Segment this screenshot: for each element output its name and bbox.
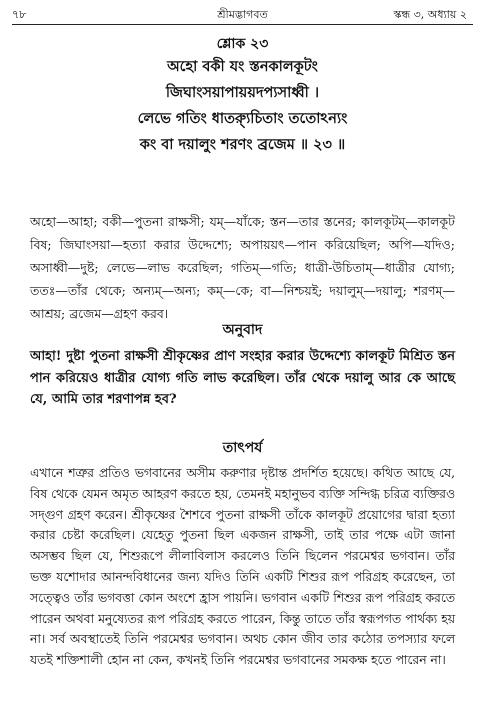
book-title: শ্রীমদ্ভাগবত [217, 8, 268, 21]
translation-text: আহা! দুষ্টা পুতনা রাক্ষসী শ্রীকৃষ্ণের প্রাণ সংহার করার উদ্দেশ্যে কালকূট মিশ্রিত স্তন পান করিয়েও ধাত্রীর যোগ্য গতি লাভ করেছিল। তাঁর থেকে দয়ালু আর কে আছে যে, আমি তার শরণাপন্ন হব? [30, 349, 455, 407]
verse-line: লেভে গতিং ধাত্র্যুচিতাং ততোঽন্যং [137, 110, 348, 127]
canto-chapter: স্কন্ধ ৩, অধ্যায় ২ [393, 8, 467, 21]
purport-text: এখানে শত্রুর প্রতিও ভগবানের অসীম করুণার দৃষ্টান্ত প্রদর্শিত হয়েছে। কথিত আছে যে, বিষ থেকে যেমন অমৃত আহরণ করতে হয়, তেমনই মহানুভব ব্যক্তি সন্দিগ্ধ চরিত্র ব্যক্তিরও সদ্গুণ গ্রহণ করেন। শ্রীকৃষ্ণের শৈশবে পুতনা রাক্ষসী তাঁকে কালকূট প্রয়োগের দ্বারা হত্যা করার চেষ্টা করেছিল। যেহেতু পুতনা ছিল একজন রাক্ষসী, তাই তার পক্ষে এটা জানা অসম্ভব ছিল যে, শিশুরূপে লীলাবিলাস করলেও তিনি ছিলেন পরমেশ্বর ভগবান। তাঁর ভক্ত যশোদার আনন্দবিধানের জন্য যদিও তিনি একটি শিশুর রূপ পরিগ্রহ করেছেন, তা সত্ত্বেও তাঁর ভগবত্তা কোন অংশে হ্রাস পায়নি। ভগবান একটি শিশুর রূপ পরিগ্রহ করতে পারেন অথবা মনুষ্যেতর রূপ পরিগ্রহ করতে পারেন, কিন্তু তাতে তাঁর স্বরূপগত পার্থক্য হয় না। সর্ব অবস্থাতেই তিনি পরমেশ্বর ভগবান। অথচ কোন জীব তার কঠোর তপস্যার ফলে যতই শক্তিশালী হোন না কেন, কখনই তিনি পরমেশ্বর ভগবানের সমকক্ষ হতে পারেন না। [30, 466, 455, 668]
verse-line: জিঘাংসয়াপায়য়দপ্যসাধ্বী । [165, 84, 320, 101]
verse-block [0, 34, 485, 158]
verse-line: অহো বকী যং স্তনকালকূটং [167, 58, 318, 75]
page-number: ৭৮ [12, 8, 27, 21]
purport-heading: তাৎপর্য [222, 440, 263, 456]
verse-label: শ্লোক ২৩ [216, 36, 269, 52]
synonyms-text: অহো—আহা; বকী—পুতনা রাক্ষসী; যম্—যাঁকে; স্তন—তার স্তনের; কালকূটম্—কালকূট বিষ; জিঘাংসয়া—হত্যা করার উদ্দেশ্যে; অপায়য়ৎ—পান করিয়েছিল; অপি—যদিও; অসাধ্বী—দুষ্ট; লেভে—লাভ করেছিল; গতিম্—গতি; ধাত্রী-উচিতাম্—ধাত্রীর যোগ্য; ততঃ—তাঁর থেকে; অন্যম্—অন্য; কম্—কে; বা—নিশ্চয়ই; দয়ালুম্—দয়ালু; শরণম্—আশ্রয়; ব্রজেম—গ্রহণ করব। [30, 214, 455, 321]
translation-heading: অনুবাদ [222, 322, 263, 338]
header-rule [12, 24, 473, 25]
verse-line: কং বা দয়ালুং শরণং ব্রজেম ॥ ২৩ ॥ [139, 136, 346, 153]
page-header [0, 0, 485, 26]
